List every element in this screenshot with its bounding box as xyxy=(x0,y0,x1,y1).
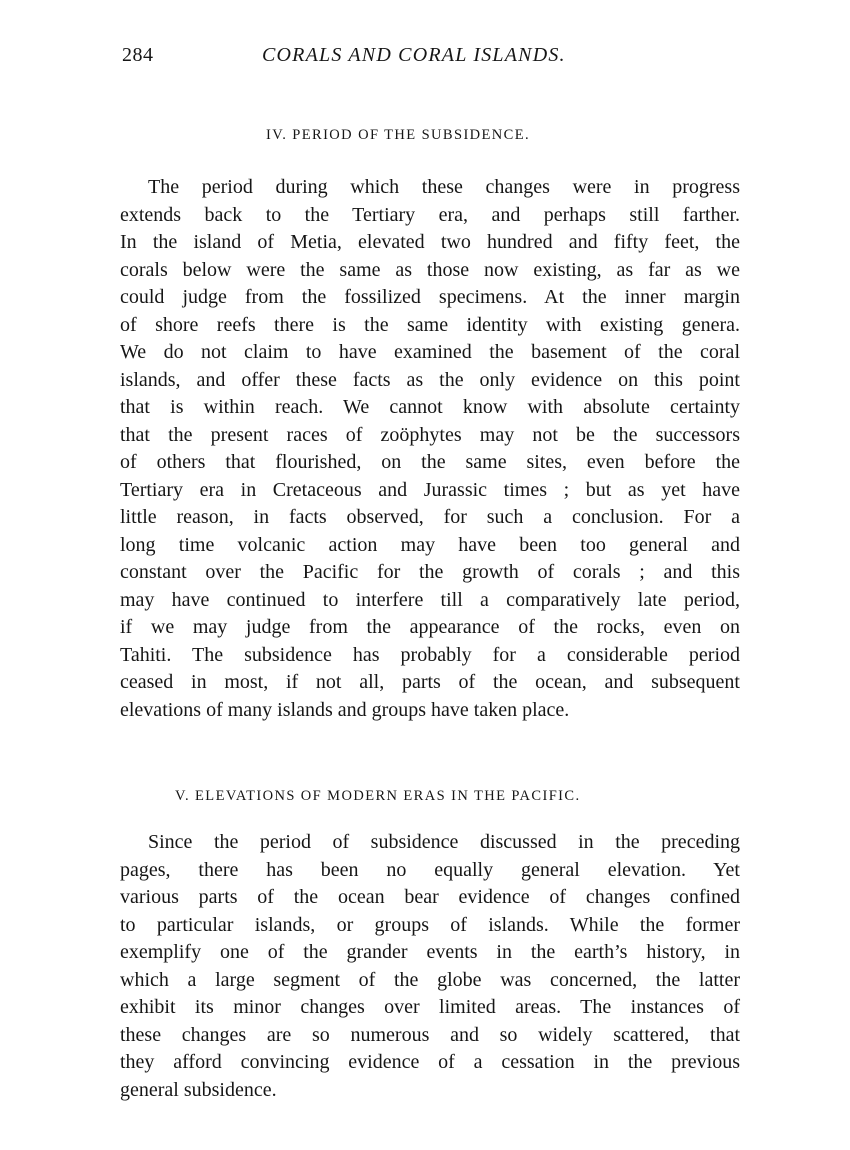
text-line: may have continued to interfere till a comparatively late period, xyxy=(120,588,740,611)
text-line: of shore reefs there is the same identity with existing genera. xyxy=(120,313,740,336)
text-line: ceased in most, if not all, parts of the ocean, and subsequent xyxy=(120,671,740,693)
section-heading-v: V. ELEVATIONS OF MODERN ERAS IN THE PACIFIC. xyxy=(175,788,581,804)
running-title: CORALS AND CORAL ISLANDS. xyxy=(262,44,566,66)
text-line: of others that flourished, on the same sites, even before the xyxy=(120,451,740,473)
text-line: these changes are so numerous and so widely scattered, that xyxy=(120,1023,740,1046)
text-line: Since the period of subsidence discussed in the preceding xyxy=(148,831,740,853)
section-heading-iv: IV. PERIOD OF THE SUBSIDENCE. xyxy=(266,127,531,143)
text-line: that is within reach. We cannot know with absolute certainty xyxy=(120,396,740,418)
text-line: various parts of the ocean bear evidence of changes confined xyxy=(120,886,740,908)
running-head xyxy=(122,44,742,74)
text-line: little reason, in facts observed, for such a conclusion. For a xyxy=(120,506,740,528)
text-line: exhibit its minor changes over limited areas. The instances of xyxy=(120,996,740,1018)
text-line: elevations of many islands and groups have taken place. xyxy=(120,698,570,721)
text-line: Tertiary era in Cretaceous and Jurassic times ; but as yet have xyxy=(120,478,740,501)
text-line: extends back to the Tertiary era, and perhaps still farther. xyxy=(120,203,740,226)
text-line: that the present races of zoöphytes may not be the successors xyxy=(120,423,740,446)
text-line: In the island of Metia, elevated two hundred and fifty feet, the xyxy=(120,231,740,253)
text-line: long time volcanic action may have been too general and xyxy=(120,533,740,556)
text-line: The period during which these changes were in progress xyxy=(148,176,740,198)
page-number: 284 xyxy=(122,44,154,66)
text-line: could judge from the fossilized specimens. At the inner margin xyxy=(120,286,740,308)
paragraph-elevations-modern-eras xyxy=(120,829,740,1104)
text-line: pages, there has been no equally general elevation. Yet xyxy=(120,858,740,881)
text-line: if we may judge from the appearance of the rocks, even on xyxy=(120,616,740,638)
text-line: constant over the Pacific for the growth of corals ; and this xyxy=(120,561,740,583)
text-line: to particular islands, or groups of islands. While the former xyxy=(120,913,740,936)
text-line: islands, and offer these facts as the only evidence on this point xyxy=(120,368,740,391)
text-line: they afford convincing evidence of a cessation in the previous xyxy=(120,1051,740,1073)
paragraph-period-of-subsidence xyxy=(120,174,740,724)
text-line: Tahiti. The subsidence has probably for a considerable period xyxy=(120,643,740,666)
text-line: which a large segment of the globe was concerned, the latter xyxy=(120,968,740,991)
text-line: corals below were the same as those now existing, as far as we xyxy=(120,258,740,281)
text-line: general subsidence. xyxy=(120,1078,277,1101)
text-line: exemplify one of the grander events in the earth’s history, in xyxy=(120,941,740,963)
text-line: We do not claim to have examined the basement of the coral xyxy=(120,341,740,363)
